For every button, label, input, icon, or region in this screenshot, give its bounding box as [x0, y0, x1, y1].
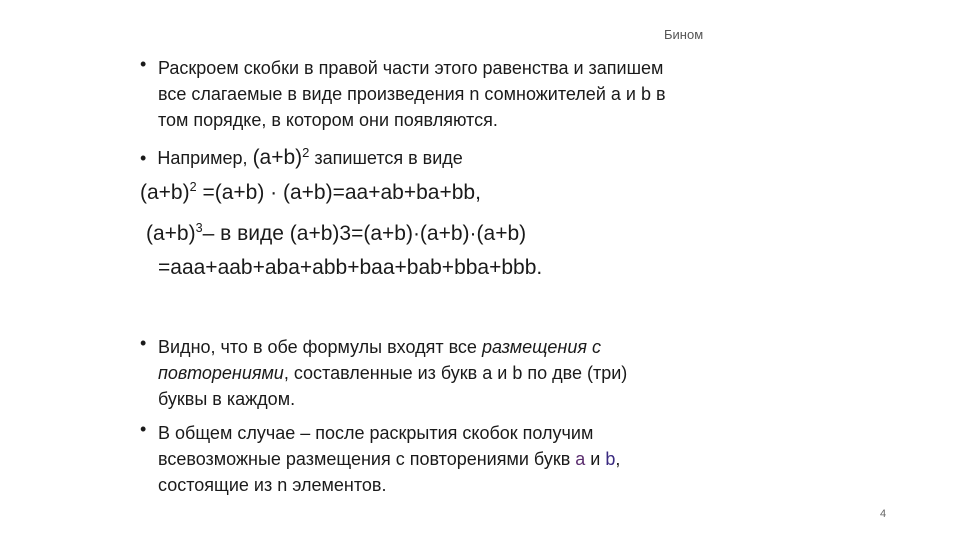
paragraph-3-line-2 [158, 361, 627, 385]
paragraph-4-line-2 [158, 447, 620, 471]
paragraph-3-line-1 [158, 335, 601, 359]
paragraph-2-expression: (a+b) [252, 146, 303, 169]
slide-header: Бином [664, 27, 704, 42]
equation-2-line-2: =aaa+aab+aba+abb+baa+bab+bba+bbb. [158, 256, 543, 279]
paragraph-1-line-1: Раскроем скобки в правой части этого равенства и запишем [158, 58, 664, 78]
equation-1-exponent: 2 [189, 180, 197, 194]
bullet-marker: • [140, 148, 147, 168]
equation-1-base: (a+b) [140, 181, 190, 204]
bullet-marker: • [140, 54, 147, 74]
paragraph-3-line-2-text: , составленные из букв a и b по две (три) [283, 363, 628, 383]
paragraph-4-line-1: В общем случае – после раскрытия скобок получим [158, 423, 594, 443]
paragraph-4-conjunction: и [585, 449, 606, 469]
page-number: 4 [880, 508, 887, 520]
bullet-marker: • [140, 419, 147, 439]
paragraph-1-line-3: том порядке, в котором они появляются. [158, 110, 498, 130]
paragraph-2-prefix: Например, [157, 148, 253, 168]
equation-1 [140, 178, 481, 208]
bullet-marker: • [140, 333, 147, 353]
equation-2-base: (a+b) [146, 222, 196, 245]
paragraph-2-suffix: запишется в виде [309, 148, 463, 168]
equation-2-rest: – в виде (a+b)3=(a+b)·(a+b)·(a+b) [202, 222, 527, 245]
paragraph-3-line-3: буквы в каждом. [158, 389, 296, 409]
paragraph-1-line-2: все слагаемые в виде произведения n сомножителей a и b в [158, 84, 666, 104]
paragraph-3-line-1-text: Видно, что в обе формулы входят все [158, 337, 482, 357]
equation-1-rest: =(a+b) · (a+b)=aa+ab+ba+bb, [196, 181, 481, 204]
paragraph-2-exponent: 2 [302, 145, 310, 160]
paragraph-3-emphasis-2: повторениями [158, 363, 284, 383]
equation-2 [146, 219, 526, 249]
letter-a-highlight: a [575, 449, 586, 469]
paragraph-3-emphasis-1: размещения с [481, 337, 601, 357]
equation-2-exponent: 3 [195, 221, 203, 235]
letter-b-highlight: b [605, 449, 616, 469]
paragraph-4-comma: , [615, 449, 621, 469]
paragraph-4-line-2-text: всевозможные размещения с повторениями букв [158, 449, 576, 469]
paragraph-2 [140, 144, 463, 172]
paragraph-4-line-3: состоящие из n элементов. [158, 475, 387, 495]
